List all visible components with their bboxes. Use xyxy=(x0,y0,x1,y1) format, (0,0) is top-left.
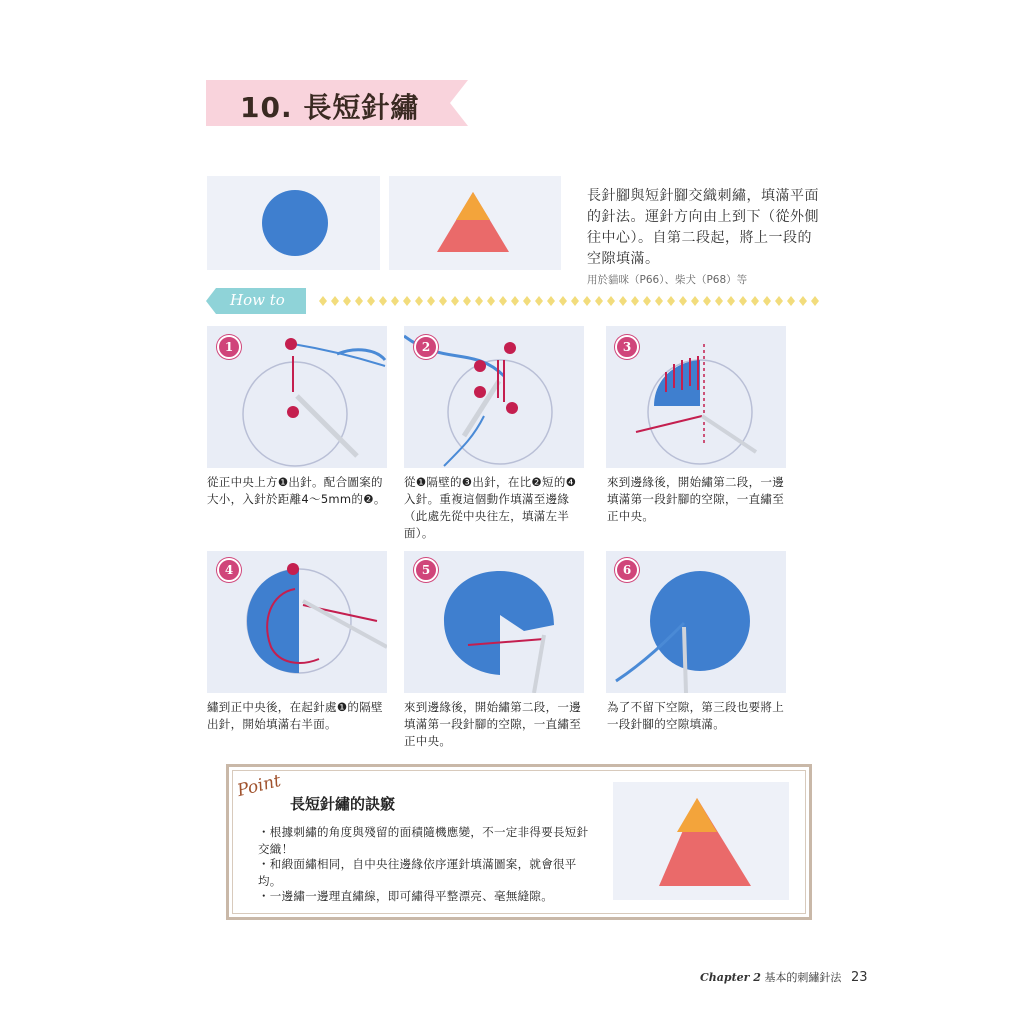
circle-sample-photo xyxy=(207,176,380,270)
step-1-number: 1 xyxy=(217,335,241,359)
step-6-text: 為了不留下空隙，第三段也要將上一段針腳的空隙填滿。 xyxy=(607,700,784,731)
howto-label: How to xyxy=(230,291,285,309)
step-3-text: 來到邊緣後，開始繡第二段，一邊填滿第一段針腳的空隙，一直繡至正中央。 xyxy=(607,475,784,523)
step-6-number: 6 xyxy=(615,558,639,582)
decorative-dots xyxy=(315,294,820,308)
point-triangle-photo xyxy=(613,782,789,900)
step-1-text: 從正中央上方❶出針。配合圖案的大小，入針於距離4～5mm的❷。 xyxy=(207,475,386,506)
step-4-text: 繡到正中央後，在起針處❶的隔壁出針，開始填滿右半面。 xyxy=(207,700,383,731)
triangle-sample-photo xyxy=(389,176,561,270)
step-2-number: 2 xyxy=(414,335,438,359)
page-number: 23 xyxy=(850,970,868,985)
step-4-number: 4 xyxy=(217,558,241,582)
point-bullet: ・和緞面繡相同，自中央往邊緣依序運針填滿圖案，就會很平均。 xyxy=(258,857,577,888)
footer-section: 基本的刺繡針法 xyxy=(764,971,842,984)
step-3-number: 3 xyxy=(615,335,639,359)
page-footer xyxy=(700,969,867,985)
footer-chapter: Chapter 2 xyxy=(700,971,761,984)
point-title: 長短針繡的訣竅 xyxy=(290,795,396,813)
intro-description: 長針腳與短針腳交織刺繡，填滿平面的針法。運針方向由上到下（從外側往中心）。自第二段起，將上一段的空隙填滿。 xyxy=(587,188,819,267)
intro-uses: 用於貓咪（P66）、柴犬（P68）等 xyxy=(587,274,748,286)
point-label: Point xyxy=(235,770,283,802)
step-2-text: 從❶隔壁的❸出針，在比❷短的❹入針。重複這個動作填滿至邊緣（此處先從中央往左，填滿左半面）。 xyxy=(404,475,577,540)
point-bullet: ・一邊繡一邊理直繡線，即可繡得平整漂亮、毫無縫隙。 xyxy=(258,889,553,903)
step-5-number: 5 xyxy=(414,558,438,582)
step-5-text: 來到邊緣後，開始繡第二段，一邊填滿第一段針腳的空隙，一直繡至正中央。 xyxy=(404,700,581,748)
point-bullet: ・根據刺繡的角度與殘留的面積隨機應變，不一定非得要長短針交織！ xyxy=(258,825,589,856)
page-title: 10. 長短針繡 xyxy=(240,91,420,124)
